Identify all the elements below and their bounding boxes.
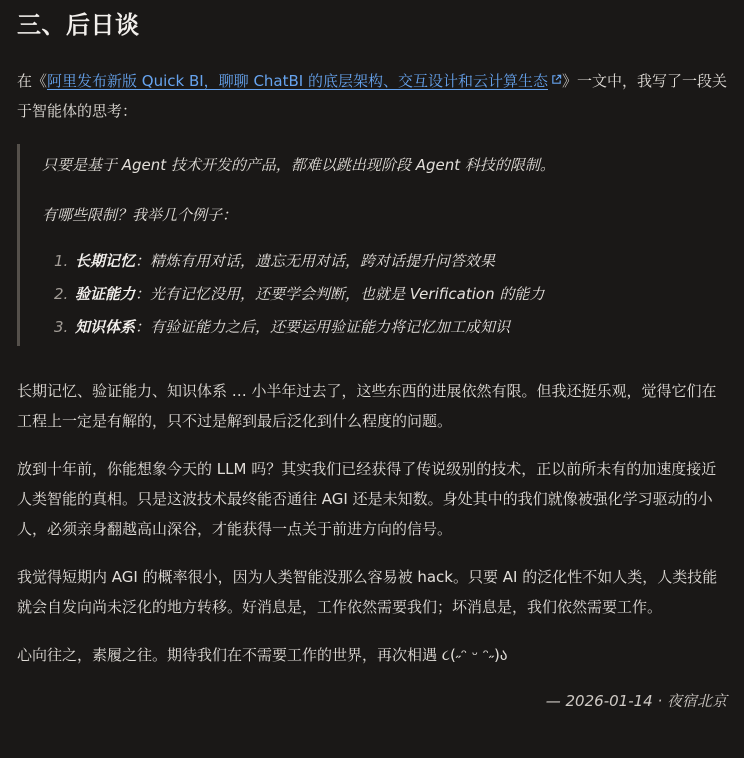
intro-before: 在《 — [17, 72, 48, 90]
section-heading: 三、后日谈 — [17, 11, 140, 39]
list-desc: ：光有记忆没用，还要学会判断，也就是 Verification 的能力 — [135, 285, 545, 303]
article-section — [17, 0, 727, 711]
list-desc: ：精炼有用对话，遗忘无用对话，跨对话提升问答效果 — [135, 252, 496, 270]
article-link-text[interactable]: 阿里发布新版 Quick BI，聊聊 ChatBI 的底层架构、交互设计和云计算生态 — [47, 72, 548, 90]
list-desc: ：有验证能力之后，还要运用验证能力将记忆加工成知识 — [135, 318, 511, 336]
quote-block — [17, 144, 727, 346]
signature: — 2026-01-14 · 夜宿北京 — [545, 692, 727, 710]
article-link[interactable] — [47, 72, 562, 90]
list-number: 1. — [54, 252, 69, 270]
list-term: 知识体系 — [75, 318, 136, 336]
list-term: 验证能力 — [75, 285, 136, 303]
body-paragraph: 心向往之，素履之往。期待我们在不需要工作的世界，再次相遇 ૮(˶ᵔ ᵕ ᵔ˶)ა — [17, 646, 508, 664]
list-number: 2. — [54, 285, 69, 303]
list-item — [42, 246, 727, 276]
list-item — [42, 279, 727, 309]
intro-paragraph — [17, 66, 727, 126]
external-link-icon — [551, 74, 562, 85]
body-paragraph: 我觉得短期内 AGI 的概率很小，因为人类智能没那么容易被 hack。只要 AI 的泛化性不如人类，人类技能就会自发向尚未泛化的地方转移。好消息是，工作依然需要我们；坏消息是，我们依然需要工作。 — [17, 568, 718, 616]
limitations-list — [42, 246, 727, 342]
intro-after: 》一文中，我写了一段关于智能体的思考： — [17, 72, 728, 120]
quote-line-2: 有哪些限制？我举几个例子： — [42, 206, 238, 224]
body-paragraph: 长期记忆、验证能力、知识体系 … 小半年过去了，这些东西的进展依然有限。但我还挺乐观，觉得它们在工程上一定是有解的，只不过是解到最后泛化到什么程度的问题。 — [17, 382, 717, 430]
list-item — [42, 312, 727, 342]
quote-line-1: 只要是基于 Agent 技术开发的产品，都难以跳出现阶段 Agent 科技的限制。 — [42, 156, 555, 174]
list-term: 长期记忆 — [75, 252, 136, 270]
list-number: 3. — [54, 318, 69, 336]
body-paragraph: 放到十年前，你能想象今天的 LLM 吗？其实我们已经获得了传说级别的技术，正以前所未有的加速度接近人类智能的真相。只是这波技术最终能否通往 AGI 还是未知数。身处其中的我们就像被强化学习驱动的小人，必须亲身翻越高山深谷，才能获得一点关于前进方向的信号。 — [17, 460, 717, 538]
